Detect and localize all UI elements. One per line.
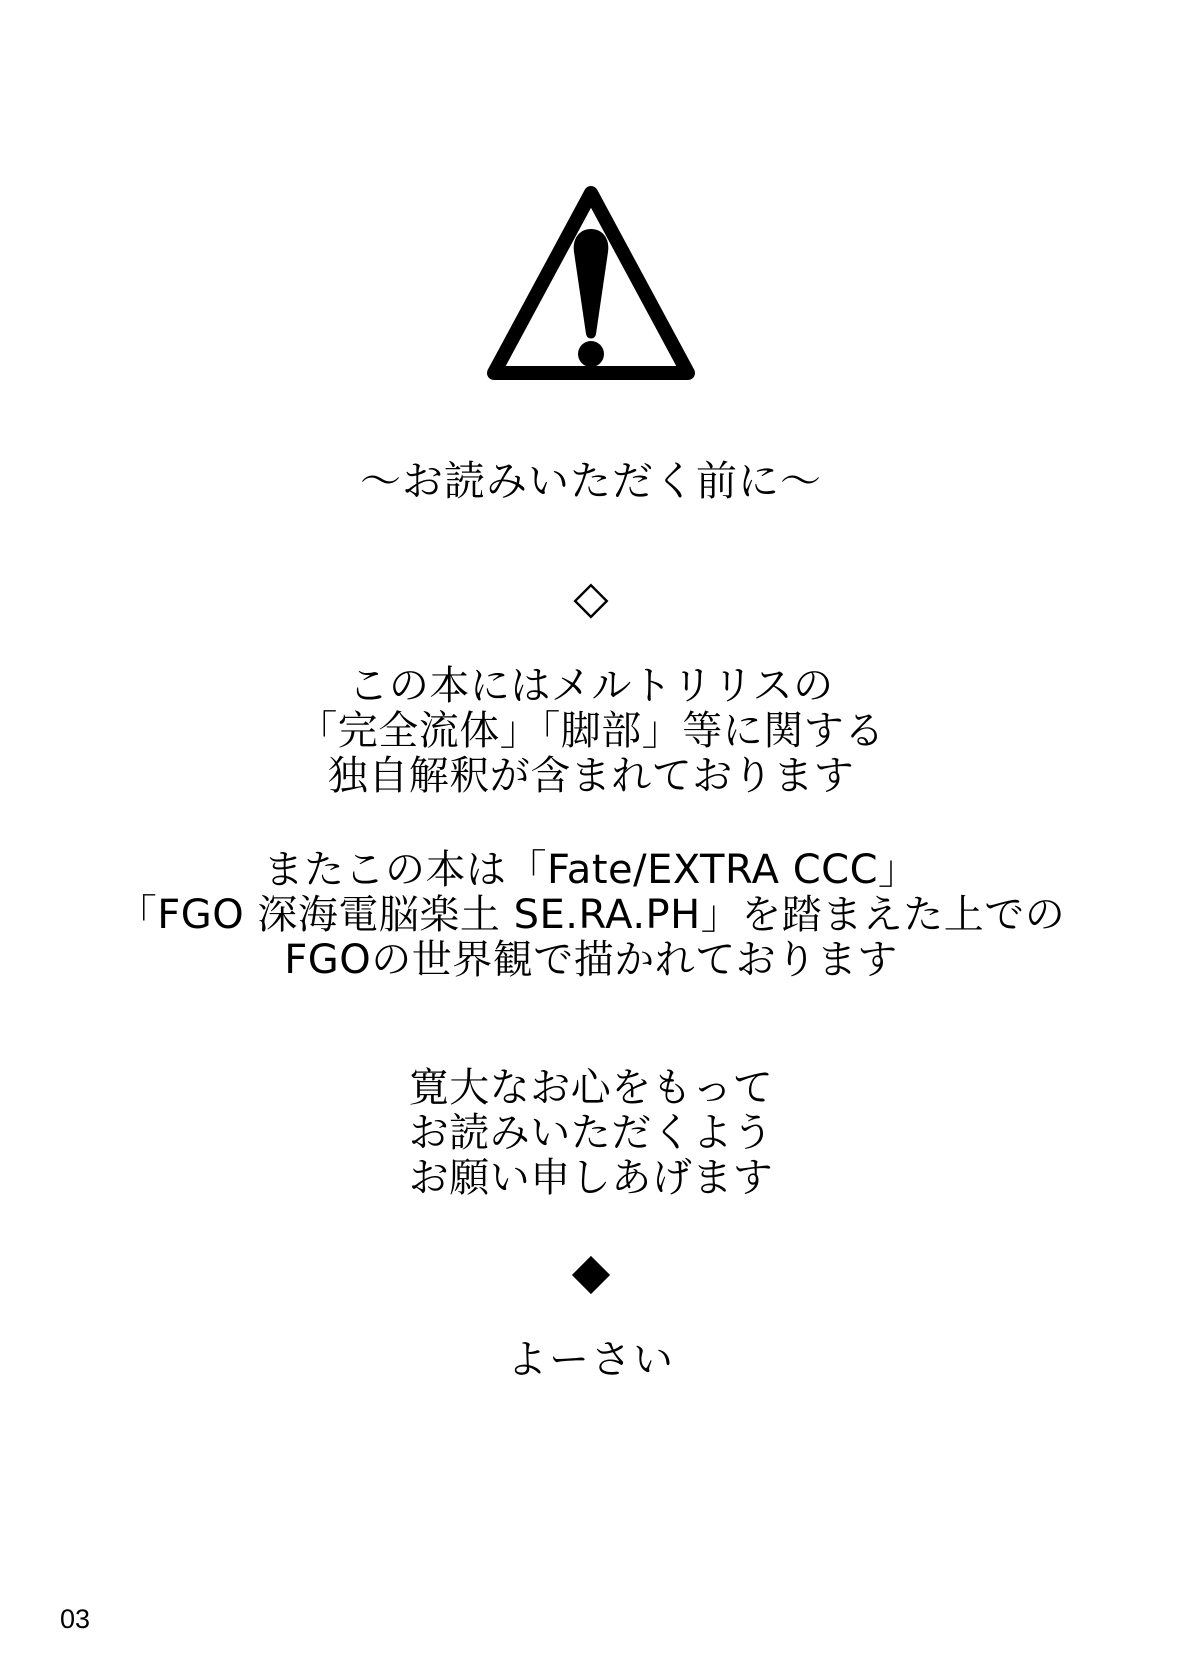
disclaimer-paragraph-request <box>0 1066 1191 1201</box>
disclaimer-paragraph-setting <box>0 848 1191 983</box>
diamond-filled-icon: ◆ <box>571 1242 611 1300</box>
text-line: 寛大なお心をもって <box>408 1065 774 1111</box>
text-line: 独自解釈が含まれております <box>327 753 855 799</box>
text-line: 「FGO 深海電脳楽土 SE.RA.PH」を踏まえた上での <box>116 892 1066 938</box>
warning-triangle-icon <box>480 183 702 383</box>
text-line: FGOの世界観で描かれております <box>284 937 898 983</box>
page-number: 03 <box>60 1604 91 1634</box>
diamond-outline-icon: ◇ <box>573 570 609 624</box>
text-line: この本にはメルトリリスの <box>348 663 834 709</box>
notice-title: ～お読みいただく前に～ <box>360 457 822 505</box>
disclaimer-paragraph-interpretation <box>0 664 1191 799</box>
text-line: またこの本は「Fate/EXTRA CCC」 <box>263 847 919 893</box>
text-line: 「完全流体」「脚部」等に関する <box>297 708 885 754</box>
text-line: お読みいただくよう <box>408 1110 774 1156</box>
text-line: お願い申しあげます <box>408 1155 774 1201</box>
author-name: よーさい <box>507 1337 675 1383</box>
